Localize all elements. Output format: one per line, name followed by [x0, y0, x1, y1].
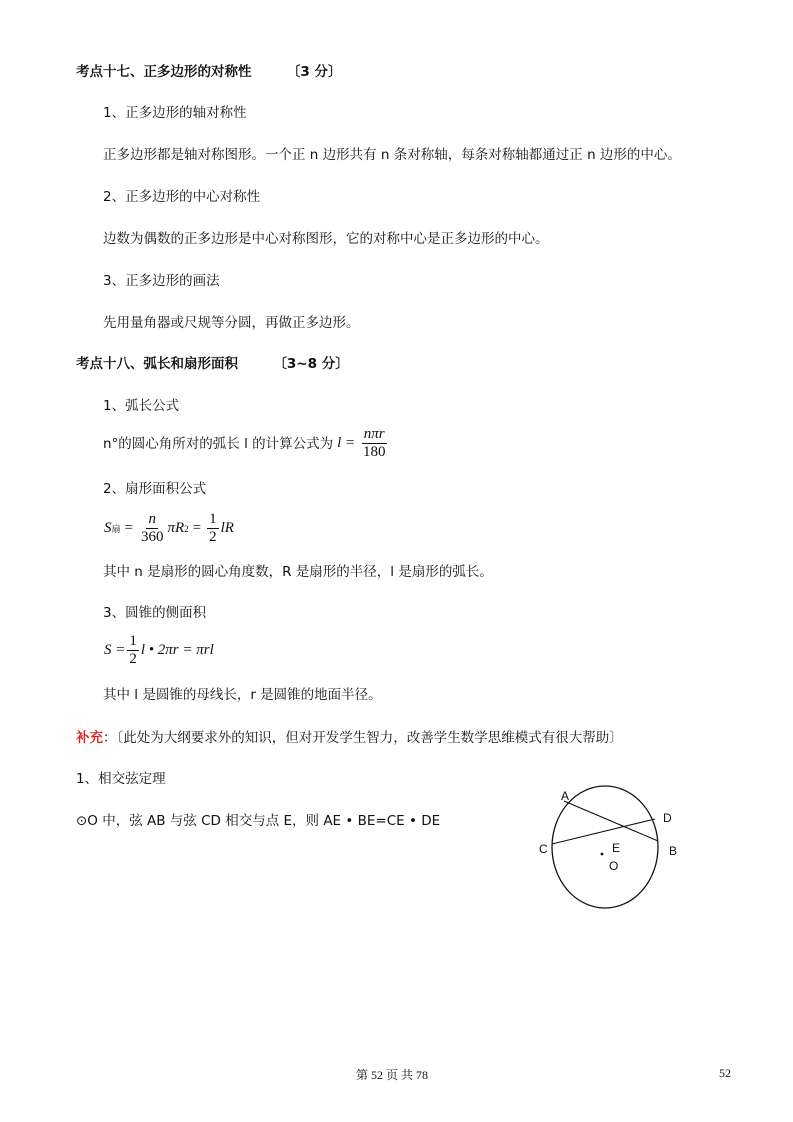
sec18-item1-title: 1、弧长公式 — [103, 398, 180, 414]
sector-fraction-n — [139, 511, 166, 546]
arc-formula-numerator: nπr — [363, 426, 385, 442]
sec18-item2-body: 其中 n 是扇形的圆心角度数，R 是扇形的半径，l 是扇形的弧长。 — [103, 564, 493, 580]
label-e: E — [612, 841, 621, 855]
sec17-item1-title: 1、正多边形的轴对称性 — [103, 105, 247, 121]
sector-fraction-half-den: 2 — [209, 529, 217, 545]
label-c: C — [539, 842, 548, 856]
sec18-item3-body: 其中 l 是圆锥的母线长，r 是圆锥的地面半径。 — [103, 687, 382, 703]
chord-cd — [552, 819, 655, 844]
sector-formula-sub: 扇 — [111, 524, 121, 534]
arc-length-line — [103, 426, 389, 461]
sec17-item3-title: 3、正多边形的画法 — [103, 273, 220, 289]
cone-formula-rest: l • 2πr = πrl — [140, 642, 214, 658]
sector-formula-sq: 2 — [184, 523, 189, 534]
section-18-title: 考点十八、弧长和扇形面积 — [76, 356, 238, 372]
arc-length-text: n°的圆心角所对的弧长 l 的计算公式为 — [103, 435, 334, 452]
supplement-label: 补充 — [76, 730, 103, 746]
page-number: 52 — [719, 1066, 731, 1080]
supplement-text: ：〔此处为大纲要求外的知识，但对开发学生智力，改善学生数学思维模式有很大帮助〕 — [103, 730, 623, 746]
cone-fraction-num: 1 — [129, 633, 137, 649]
chord-ab — [564, 801, 658, 841]
center-point — [601, 853, 604, 856]
label-a: A — [561, 789, 570, 803]
sec18-item3-title: 3、圆锥的侧面积 — [103, 605, 207, 621]
cone-area-formula — [104, 633, 214, 668]
section-17-score: 〔3 分〕 — [286, 64, 342, 80]
cone-formula-lhs: S = — [104, 642, 126, 658]
section-17-heading — [76, 63, 342, 81]
theorem-body: ⊙O 中，弦 AB 与弦 CD 相交与点 E，则 AE • BE=CE • DE — [76, 813, 441, 829]
label-o: O — [609, 859, 619, 873]
supplement-line — [76, 729, 623, 747]
sec17-item1-body: 正多边形都是轴对称图形。一个正 n 边形共有 n 条对称轴，每条对称轴都通过正 n 边形的中心。 — [103, 147, 681, 163]
theorem-title: 1、相交弦定理 — [76, 771, 166, 787]
sector-formula-s: S — [104, 520, 112, 536]
arc-formula-fraction — [361, 426, 388, 461]
sec18-item2-title: 2、扇形面积公式 — [103, 481, 207, 497]
sec17-item3-body: 先用量角器或尺规等分圆，再做正多边形。 — [103, 315, 360, 331]
cone-fraction-half — [127, 633, 139, 668]
cone-fraction-den: 2 — [129, 651, 137, 667]
label-d: D — [663, 811, 672, 825]
arc-formula-denominator: 180 — [362, 444, 386, 460]
sector-fraction-half-num: 1 — [209, 511, 217, 527]
page-footer-center: 第 52 页 共 78 — [356, 1068, 429, 1082]
sector-fraction-n-num: n — [148, 511, 156, 527]
sector-fraction-n-den: 360 — [140, 529, 164, 545]
label-b: B — [669, 844, 678, 858]
section-18-heading — [76, 355, 349, 373]
intersecting-chords-diagram — [525, 780, 705, 915]
sector-area-formula — [104, 511, 234, 546]
sector-fraction-half — [207, 511, 219, 546]
sec17-item2-body: 边数为偶数的正多边形是中心对称图形，它的对称中心是正多边形的中心。 — [103, 231, 549, 247]
sec17-item2-title: 2、正多边形的中心对称性 — [103, 189, 261, 205]
sector-formula-lr: lR — [220, 520, 234, 536]
sector-formula-eq2: = — [192, 520, 202, 536]
circle-o — [552, 786, 658, 908]
arc-formula-lhs: l = — [337, 434, 356, 451]
sector-formula-eq: = — [124, 520, 133, 536]
arc-length-formula — [337, 426, 389, 461]
sector-formula-pir: πR — [167, 520, 185, 536]
section-17-title: 考点十七、正多边形的对称性 — [76, 64, 252, 80]
section-18-score: 〔3~8 分〕 — [273, 356, 349, 372]
